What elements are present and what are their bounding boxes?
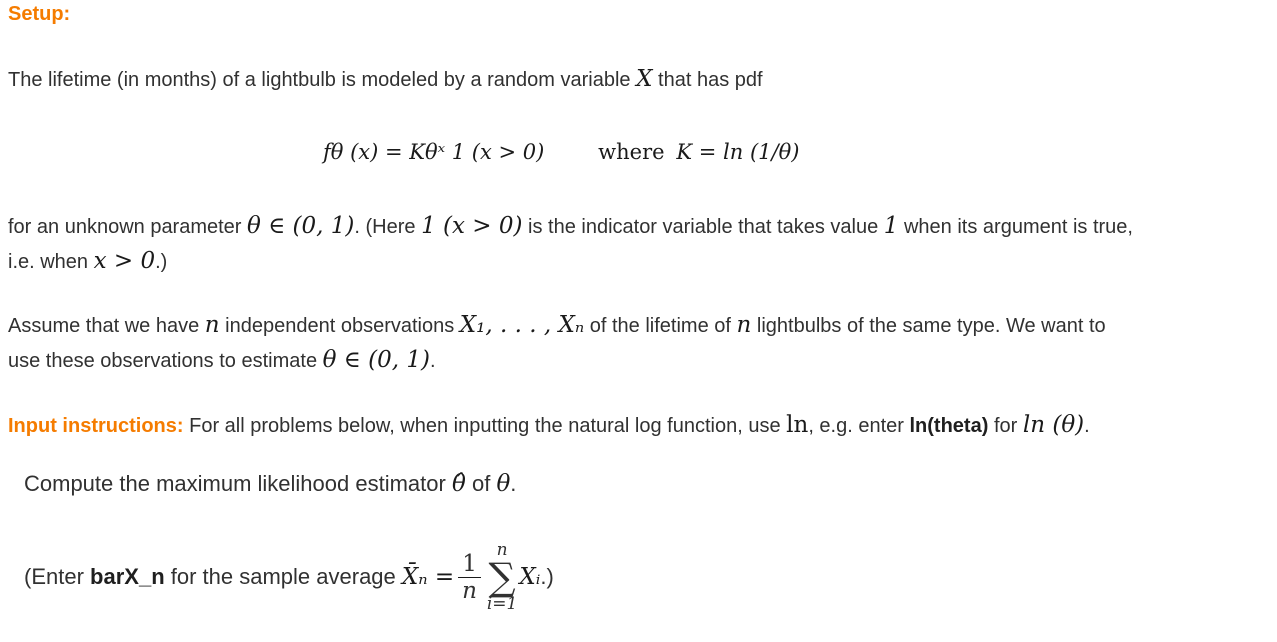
theta-hat: θ̂ (451, 471, 466, 497)
parameter-paragraph-line2: i.e. when x > 0.) (8, 248, 168, 274)
input-instructions: Input instructions: For all problems below, when inputting the natural log function, use ln, e.g. enter ln(theta) for ln (θ). (8, 412, 1090, 438)
pdf-equation (323, 140, 799, 165)
summation: n ∑ i=1 (486, 540, 518, 614)
parameter-paragraph-line1: for an unknown parameter θ ∈ (0, 1). (Here 1 (x > 0) is the indicator variable that takes value 1 when its argument is true, (8, 213, 1133, 239)
intro-tail: that has pdf (658, 69, 763, 91)
fraction: $\frac{1}{n}$ (458, 551, 481, 604)
pdf-lhs: fθ (x) = Kθˣ 1 (x > 0) (323, 140, 545, 164)
instructions-label: Input instructions: (8, 415, 184, 437)
var-x: X (636, 66, 653, 92)
intro-text: The lifetime (in months) of a lightbulb is modeled by a random variable (8, 69, 631, 91)
observations-paragraph-line1: Assume that we have n independent observations X₁, . . . , Xₙ of the lifetime of n lightbulbs of the same type. We want to (8, 312, 1106, 338)
sample-average-symbol: X̄ₙ = (401, 564, 455, 590)
sample-average-hint: (Enter barX_n for the sample average X̄ₙ = $\frac{1}{n}$ n ∑ i=1 Xᵢ .) (24, 540, 554, 614)
pdf-rhs: K = ln (1/θ) (676, 140, 800, 164)
intro-paragraph (8, 66, 763, 92)
setup-heading: Setup: (8, 3, 71, 25)
ln-example: ln(theta) (909, 415, 989, 437)
where-word: where (598, 140, 665, 164)
barX-example: barX_n (90, 564, 165, 589)
question-text: Compute the maximum likelihood estimator θ̂ of θ. (24, 471, 517, 497)
observations-paragraph-line2: use these observations to estimate θ ∈ (0, 1). (8, 347, 436, 373)
